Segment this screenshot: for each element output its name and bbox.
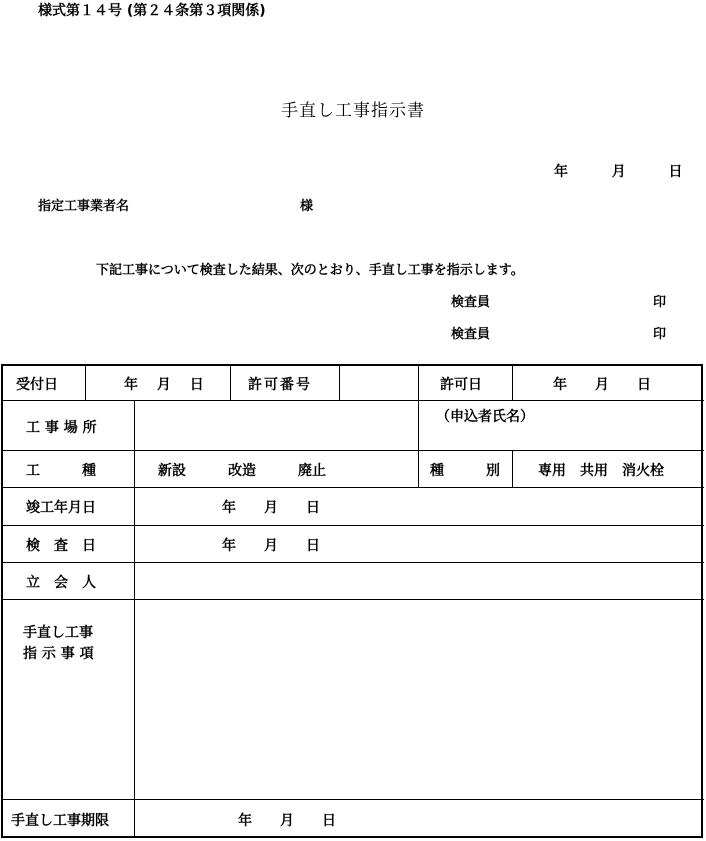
row-divider: [2, 599, 704, 600]
col-divider: [230, 365, 231, 401]
document-title: 手直し工事指示書: [281, 101, 425, 121]
instruction-field[interactable]: [140, 604, 696, 794]
instruction-label-line1: 手直し工事: [23, 625, 93, 641]
row-divider: [2, 562, 704, 563]
row-divider: [2, 450, 704, 451]
intro-text: 下記工事について検査した結果、次のとおり、手直し工事を指示します。: [96, 263, 524, 278]
honorific: 様: [300, 199, 314, 214]
contractor-label: 指定工事業者名: [38, 199, 130, 214]
seal-mark-1: 印: [653, 295, 667, 310]
category-options[interactable]: 専用 共用 消火栓: [538, 463, 664, 479]
work-type-label: 工 種: [26, 463, 96, 479]
permit-date-value[interactable]: 年 月 日: [553, 377, 651, 393]
witness-label: 立 会 人: [26, 575, 96, 591]
issue-date-month: 月: [611, 164, 626, 180]
col-divider: [134, 400, 135, 837]
site-field[interactable]: [140, 404, 414, 446]
deadline-date-value[interactable]: 年 月 日: [238, 813, 336, 829]
work-type-options[interactable]: 新設 改造 廃止: [158, 463, 326, 479]
col-divider: [418, 450, 419, 488]
applicant-name-label: （申込者氏名）: [436, 409, 534, 425]
inspector-label-2: 検査員: [451, 327, 491, 342]
issue-date-day: 日: [668, 164, 683, 180]
inspection-date-label: 検 査 日: [26, 538, 96, 554]
inspector-label-1: 検査員: [451, 295, 491, 310]
permit-date-label: 許可日: [440, 377, 482, 393]
row-divider: [2, 487, 704, 488]
category-label: 種 別: [430, 463, 500, 479]
completion-date-value[interactable]: 年 月 日: [222, 500, 320, 516]
row-divider: [2, 799, 704, 800]
row-divider: [2, 400, 704, 401]
instruction-label-line2: 指 示 事 項: [23, 646, 94, 662]
issue-date: [554, 161, 683, 181]
col-divider: [85, 365, 86, 401]
received-date-value[interactable]: 年 月 日: [124, 377, 204, 393]
col-divider: [418, 365, 419, 451]
site-label: 工 事 場 所: [26, 420, 97, 436]
form-number: 様式第１４号 (第２４条第３項関係): [38, 3, 266, 19]
row-divider: [2, 525, 704, 526]
seal-mark-2: 印: [653, 327, 667, 342]
col-divider: [512, 365, 513, 401]
received-date-label: 受付日: [16, 377, 58, 393]
issue-date-year: 年: [554, 164, 568, 180]
permit-number-field[interactable]: [350, 374, 410, 394]
completion-date-label: 竣工年月日: [26, 500, 96, 516]
deadline-label: 手直し工事期限: [11, 813, 109, 829]
inspection-date-value[interactable]: 年 月 日: [222, 538, 320, 554]
permit-number-label: 許可番号: [248, 377, 312, 393]
col-divider: [339, 365, 340, 401]
col-divider: [512, 450, 513, 488]
witness-field[interactable]: [140, 566, 696, 596]
